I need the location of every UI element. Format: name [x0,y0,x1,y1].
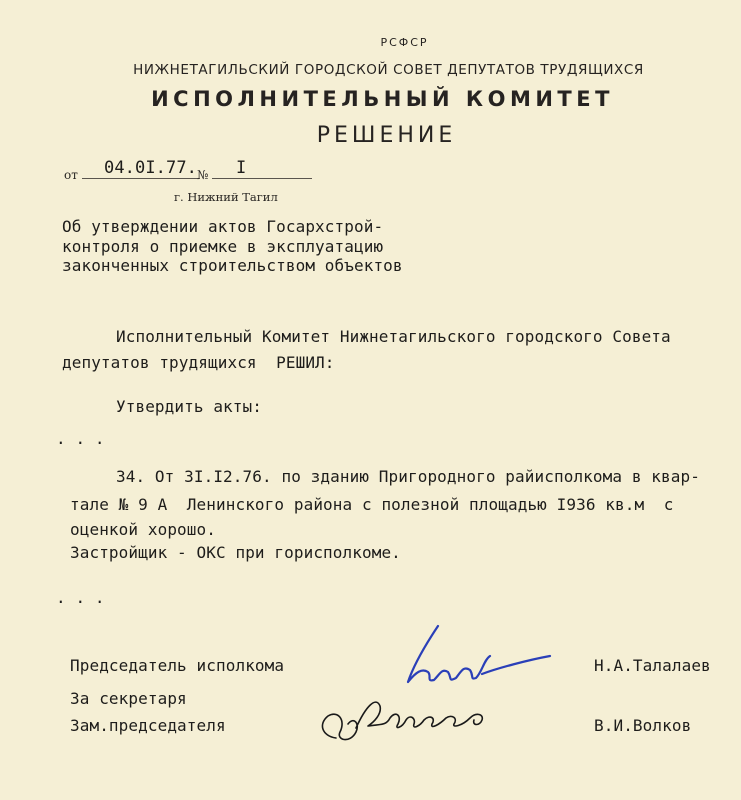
committee-header: ИСПОЛНИТЕЛЬНЫЙ КОМИТЕТ [151,87,614,111]
document-date: 04.0I.77. [104,158,198,178]
ellipsis-top: . . . [56,429,105,448]
subject-line-2: контроля о приемке в эксплуатацию [62,237,384,256]
subject-line-1: Об утверждении актов Госархстрой- [62,217,384,236]
deputy-chairman-signature [306,666,516,756]
ellipsis-bottom: . . . [56,588,105,607]
chairman-name: Н.А.Талалаев [594,656,711,675]
item-line-3: оценкой хорошо. [70,520,216,539]
city-label: г. Нижний Тагил [174,190,278,204]
date-underline [82,178,200,179]
number-underline [212,178,312,179]
chairman-role: Председатель исполкома [70,656,285,675]
developer-line: Застройщик - ОКС при горисполкоме. [70,543,401,562]
approve-acts-line: Утвердить акты: [116,397,262,416]
intro-line-2: депутатов трудящихся РЕШИЛ: [62,353,335,372]
number-label: № [197,168,209,182]
council-header: НИЖНЕТАГИЛЬСКИЙ ГОРОДСКОЙ СОВЕТ ДЕПУТАТОВ ТРУДЯЩИХСЯ [133,62,644,78]
document-number: I [236,158,247,178]
item-line-2: тале № 9 А Ленинского района с полезной площадью I936 кв.м с [70,495,674,514]
secretary-role: За секретаря [70,689,187,708]
date-prefix-label: от [64,168,78,182]
item-line-1: 34. От 3I.I2.76. по зданию Пригородного райисполкома в квар- [116,467,700,486]
deputy-chairman-role: Зам.председателя [70,716,226,735]
republic-header: РСФСР [380,36,429,49]
subject-line-3: законченных строительством объектов [62,256,403,275]
document-type: РЕШЕНИЕ [316,123,457,148]
deputy-chairman-name: В.И.Волков [594,716,692,735]
intro-line-1: Исполнительный Комитет Нижнетагильского городского Совета [116,327,671,346]
